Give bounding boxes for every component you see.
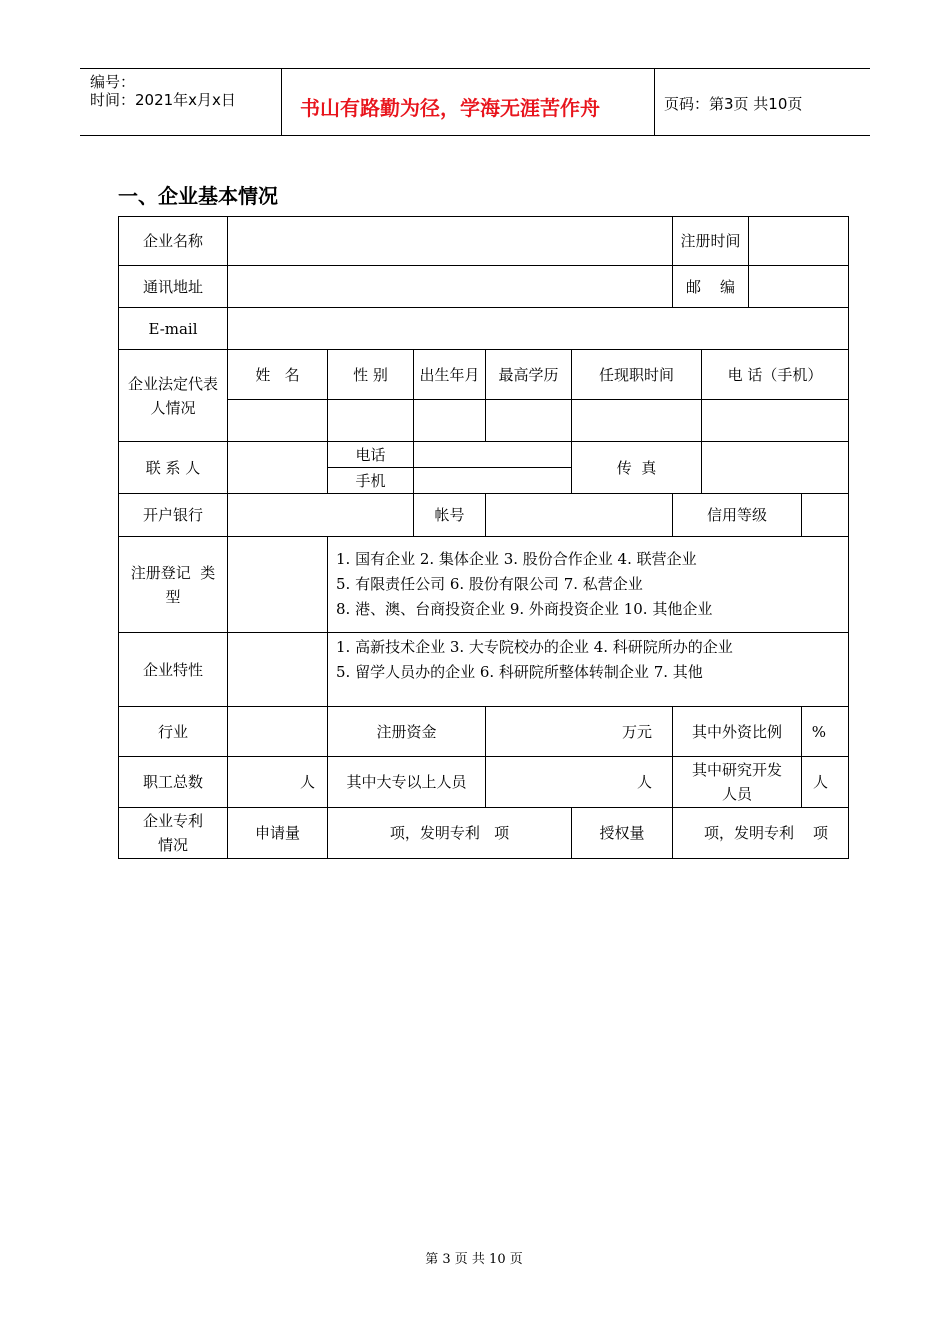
granted-label: 授权量 — [572, 808, 673, 859]
rd-staff-field[interactable]: 人 — [802, 757, 849, 808]
email-label: E-mail — [119, 308, 228, 350]
industry-field[interactable] — [228, 707, 328, 757]
legal-gender-field[interactable] — [328, 400, 414, 442]
bank-field[interactable] — [228, 494, 414, 537]
fax-label: 传 真 — [572, 442, 702, 494]
college-staff-label: 其中大专以上人员 — [328, 757, 486, 808]
feature-field[interactable] — [228, 633, 328, 707]
feature-options — [328, 633, 849, 707]
feature-option-line: 1. 高新技术企业 3. 大专院校办的企业 4. 科研院所办的企业 — [336, 638, 733, 656]
legal-birth-field[interactable] — [414, 400, 486, 442]
email-field[interactable] — [228, 308, 849, 350]
reg-type-field[interactable] — [228, 537, 328, 633]
address-label: 通讯地址 — [119, 266, 228, 308]
reg-option-line: 1. 国有企业 2. 集体企业 3. 股份合作企业 4. 联营企业 — [336, 550, 697, 568]
patent-label: 企业专利情况 — [119, 808, 228, 859]
header-divider-left — [281, 68, 282, 136]
reg-capital-label: 注册资金 — [328, 707, 486, 757]
mobile-label: 手机 — [328, 468, 414, 494]
granted-field[interactable]: 项，发明专利 项 — [673, 808, 849, 859]
col-birth-header: 出生年月 — [414, 350, 486, 400]
legal-edu-field[interactable] — [486, 400, 572, 442]
section-title: 一、企业基本情况 — [118, 184, 278, 208]
postcode-field[interactable] — [749, 266, 849, 308]
page-footer — [0, 1248, 950, 1267]
credit-field[interactable] — [802, 494, 849, 537]
reg-type-label: 注册登记 类 型 — [119, 537, 228, 633]
foreign-ratio-label: 其中外资比例 — [673, 707, 802, 757]
reg-option-line: 5. 有限责任公司 6. 股份有限公司 7. 私营企业 — [336, 575, 643, 593]
credit-label: 信用等级 — [673, 494, 802, 537]
rd-staff-label: 其中研究开发人员 — [673, 757, 802, 808]
staff-total-label: 职工总数 — [119, 757, 228, 808]
col-edu-header: 最高学历 — [486, 350, 572, 400]
header-divider-right — [654, 68, 655, 136]
account-label: 帐号 — [414, 494, 486, 537]
tel-label: 电话 — [328, 442, 414, 468]
reg-time-label: 注册时间 — [673, 217, 749, 266]
header-code: 编号： — [90, 73, 136, 91]
bank-label: 开户银行 — [119, 494, 228, 537]
feature-label: 企业特性 — [119, 633, 228, 707]
foreign-ratio-field[interactable]: % — [802, 707, 849, 757]
address-field[interactable] — [228, 266, 673, 308]
account-field[interactable] — [486, 494, 673, 537]
header-page: 页码：第3页 共10页 — [664, 95, 803, 113]
tel-field[interactable] — [414, 442, 572, 468]
college-staff-field[interactable]: 人 — [486, 757, 673, 808]
reg-type-options — [328, 537, 849, 633]
postcode-label: 邮 编 — [673, 266, 749, 308]
reg-capital-field[interactable]: 万元 — [486, 707, 673, 757]
fax-field[interactable] — [702, 442, 849, 494]
legal-phone-field[interactable] — [702, 400, 849, 442]
reg-option-line: 8. 港、澳、台商投资企业 9. 外商投资企业 10. 其他企业 — [336, 600, 713, 618]
col-gender-header: 性 别 — [328, 350, 414, 400]
legal-tenure-field[interactable] — [572, 400, 702, 442]
header-time: 时间：2021年x月x日 — [90, 91, 236, 109]
contact-label: 联 系 人 — [119, 442, 228, 494]
col-phone-header: 电 话（手机） — [702, 350, 849, 400]
contact-field[interactable] — [228, 442, 328, 494]
legal-rep-label: 企业法定代表 人情况 — [119, 350, 228, 442]
page-footer-text: 第 3 页 共 10 页 — [425, 1252, 523, 1267]
industry-label: 行业 — [119, 707, 228, 757]
staff-total-field[interactable]: 人 — [228, 757, 328, 808]
header-bottom-rule — [80, 135, 870, 136]
header-top-rule — [80, 68, 870, 69]
header-motto: 书山有路勤为径，学海无涯苦作舟 — [300, 96, 600, 120]
col-tenure-header: 任现职时间 — [572, 350, 702, 400]
legal-name-field[interactable] — [228, 400, 328, 442]
feature-option-line: 5. 留学人员办的企业 6. 科研院所整体转制企业 7. 其他 — [336, 663, 703, 681]
enterprise-info-table — [118, 216, 849, 859]
mobile-field[interactable] — [414, 468, 572, 494]
col-name-header: 姓 名 — [228, 350, 328, 400]
reg-time-field[interactable] — [749, 217, 849, 266]
company-name-label: 企业名称 — [119, 217, 228, 266]
applied-label: 申请量 — [228, 808, 328, 859]
applied-field[interactable]: 项，发明专利 项 — [328, 808, 572, 859]
company-name-field[interactable] — [228, 217, 673, 266]
